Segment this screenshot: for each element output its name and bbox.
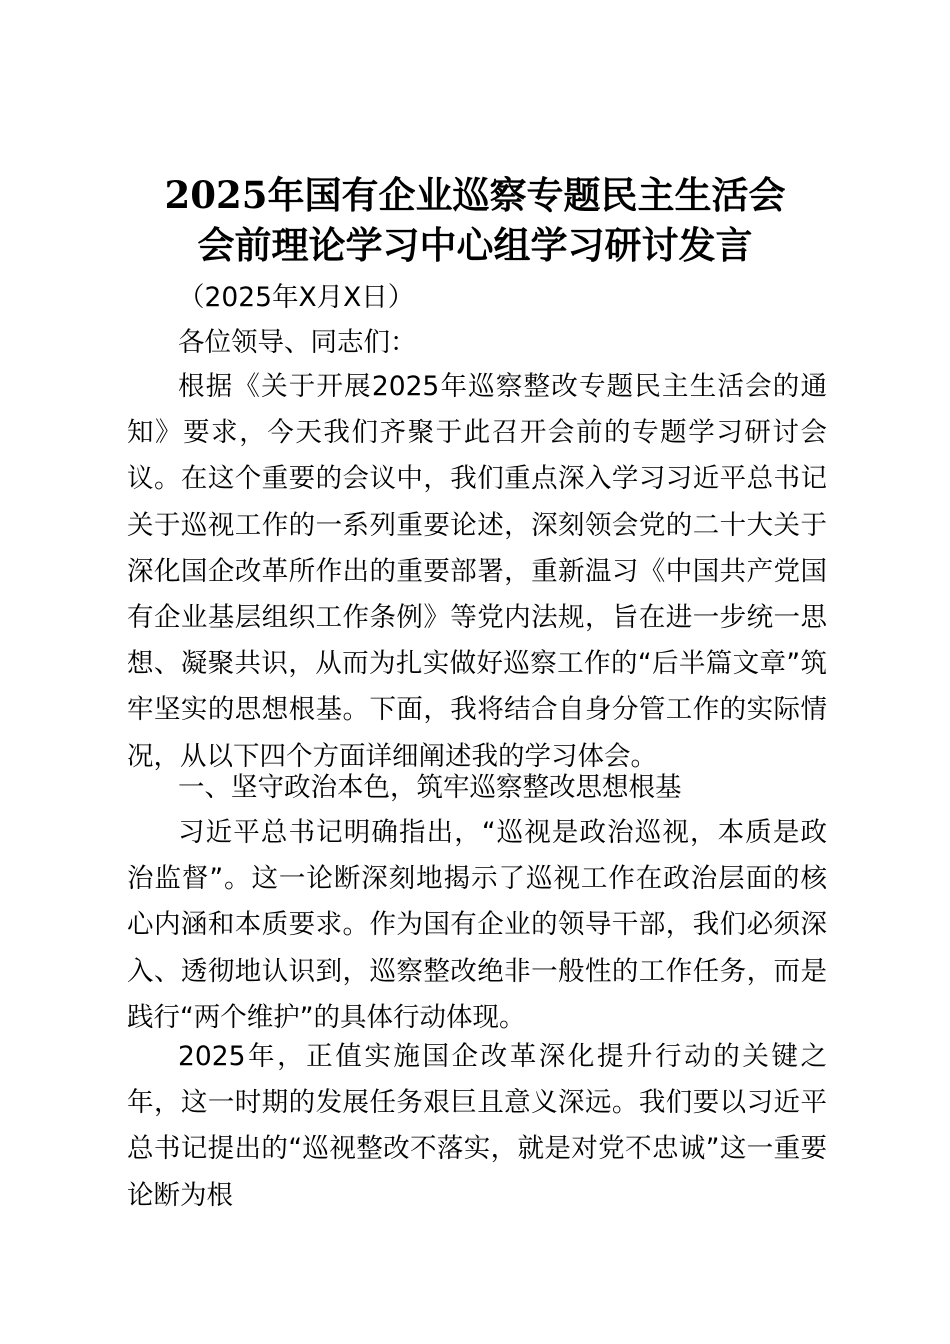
document-date: （2025年X月X日） bbox=[178, 282, 415, 313]
greeting: 各位领导、同志们： bbox=[178, 327, 417, 358]
body-paragraph-2: 习近平总书记明确指出，“巡视是政治巡视，本质是政治监督”。这一论断深刻地揭示了巡视工作在政治层面的核心内涵和本质要求。作为国有企业的领导干部，我们必须深入、透彻地认识到，巡察整改绝非一般性的工作任务，而是践行“两个维护”的具体行动体现。 bbox=[127, 817, 827, 1033]
body-paragraph-3: 2025年，正值实施国企改革深化提升行动的关键之年，这一时期的发展任务艰巨且意义深远。我们要以习近平总书记提出的“巡视整改不落实，就是对党不忠诚”这一重要论断为根 bbox=[127, 1041, 827, 1211]
document-title-line2: 会前理论学习中心组学习研讨发言 bbox=[197, 223, 753, 267]
body-paragraph-1: 根据《关于开展2025年巡察整改专题民主生活会的通知》要求，今天我们齐聚于此召开会前的专题学习研讨会议。在这个重要的会议中，我们重点深入学习习近平总书记关于巡视工作的一系列重要论述，深刻领会党的二十大关于深化国企改革所作出的重要部署，重新温习《中国共产党国有企业基层组织工作条例》等党内法规，旨在进一步统一思想、凝聚共识，从而为扎实做好巡察工作的“后半篇文章”筑牢坚实的思想根基。下面，我将结合自身分管工作的实际情况，从以下四个方面详细阐述我的学习体会。 bbox=[127, 371, 827, 772]
section-heading-1: 一、坚守政治本色，筑牢巡察整改思想根基 bbox=[178, 772, 682, 803]
document-title-line1: 2025年国有企业巡察专题民主生活会 bbox=[164, 173, 786, 217]
